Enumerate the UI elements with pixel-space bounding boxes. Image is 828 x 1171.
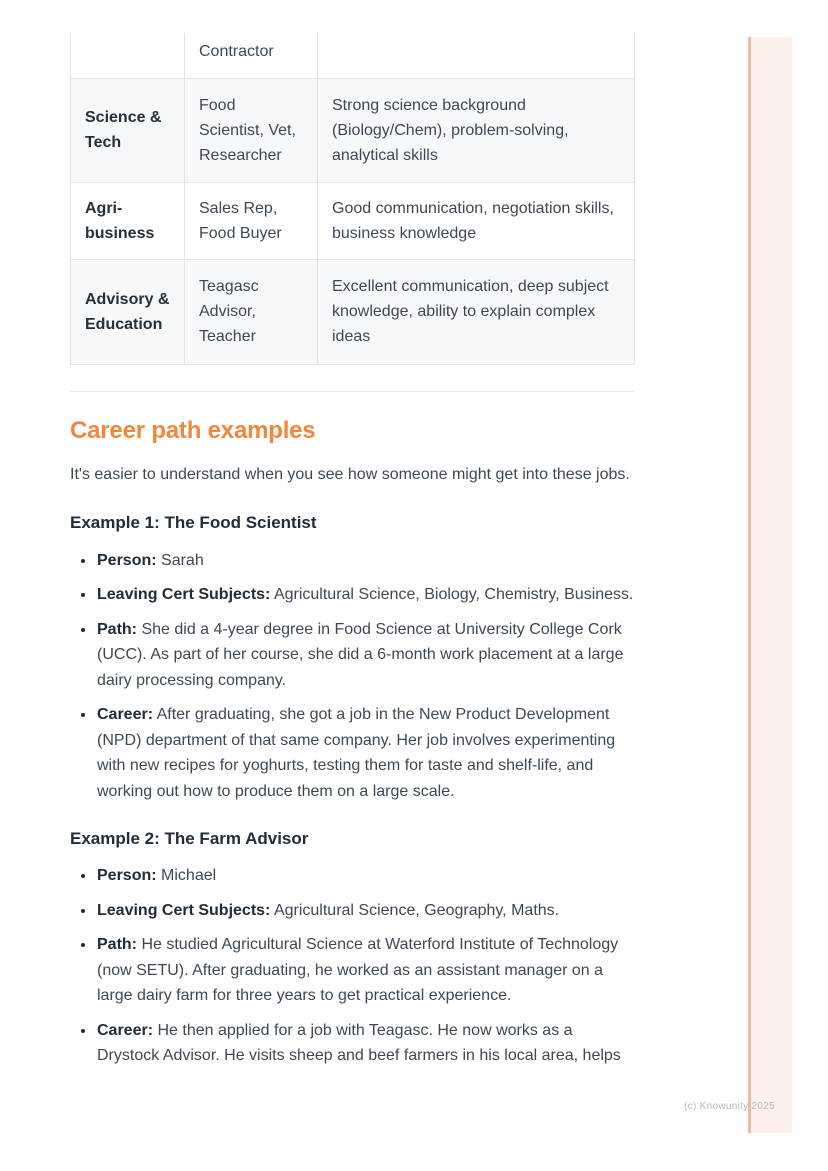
list-item xyxy=(96,548,634,574)
list-item xyxy=(96,1018,634,1069)
cell-skills: Strong science background (Biology/Chem), problem-solving, analytical skills xyxy=(318,78,635,182)
table-row-agri-business xyxy=(71,182,635,259)
cell-category: Advisory & Education xyxy=(71,259,185,364)
example-1-heading: Example 1: The Food Scientist xyxy=(70,513,317,533)
bullet-text: Sarah xyxy=(161,551,204,569)
cell-skills: Excellent communication, deep subject knowledge, ability to explain complex ideas xyxy=(318,259,635,364)
list-item xyxy=(96,863,634,889)
table-row-science-tech xyxy=(71,78,635,182)
cell-jobs: Contractor xyxy=(185,33,318,78)
bullet-label: Path: xyxy=(97,936,137,954)
bullet-text: He studied Agricultural Science at Waterford Institute of Technology (now SETU). After graduating, he worked as an assistant manager on a large dairy farm for three years to get practical experience. xyxy=(97,936,619,1005)
table-row-partial xyxy=(71,33,635,78)
cell-jobs: Food Scientist, Vet, Researcher xyxy=(185,78,318,182)
bullet-label: Leaving Cert Subjects: xyxy=(97,586,271,604)
list-item xyxy=(96,898,634,924)
bullet-label: Leaving Cert Subjects: xyxy=(97,901,271,919)
list-item xyxy=(96,617,634,694)
cell-skills xyxy=(318,33,635,78)
copyright-watermark: (c) Knowunity 2025 xyxy=(683,1101,775,1112)
example-2-heading: Example 2: The Farm Advisor xyxy=(70,829,309,849)
cell-skills: Good communication, negotiation skills, business knowledge xyxy=(318,182,635,259)
cell-jobs: Teagasc Advisor, Teacher xyxy=(185,259,318,364)
cell-category: Science & Tech xyxy=(71,78,185,182)
bullet-text: He then applied for a job with Teagasc. He now works as a Drystock Advisor. He visits sheep and beef farmers in his local area, helps xyxy=(97,1021,621,1065)
table-row-advisory-education xyxy=(71,259,635,364)
list-item xyxy=(96,932,634,1009)
bullet-label: Career: xyxy=(97,1021,154,1039)
bullet-text: She did a 4-year degree in Food Science at University College Cork (UCC). As part of her course, she did a 6-month work placement at a large dairy processing company. xyxy=(97,620,624,689)
cell-jobs: Sales Rep, Food Buyer xyxy=(185,182,318,259)
cell-category: Agri-business xyxy=(71,182,185,259)
section-divider xyxy=(70,391,634,392)
bullet-text: After graduating, she got a job in the New Product Development (NPD) department of that same company. Her job involves experimenting with new recipes for yoghurts, testing them for taste and shelf-life, and working out how to produce them on a large scale. xyxy=(97,706,616,800)
list-item xyxy=(96,702,634,804)
example-1-bullet-list xyxy=(70,548,634,805)
bullet-label: Path: xyxy=(97,620,137,638)
example-2-bullet-list xyxy=(70,863,634,1069)
cell-category xyxy=(71,33,185,78)
bullet-text: Agricultural Science, Biology, Chemistry, Business. xyxy=(273,586,634,604)
section-heading: Career path examples xyxy=(70,416,316,444)
bullet-label: Person: xyxy=(97,867,157,885)
bullet-label: Career: xyxy=(97,706,154,724)
page-content xyxy=(70,33,634,1078)
bullet-text: Agricultural Science, Geography, Maths. xyxy=(273,901,560,919)
list-item xyxy=(96,582,634,608)
career-table xyxy=(70,33,635,365)
bullet-text: Michael xyxy=(161,867,217,885)
bullet-label: Person: xyxy=(97,551,157,569)
page-edge-stripe xyxy=(748,37,792,1133)
intro-paragraph: It's easier to understand when you see how someone might get into these jobs. xyxy=(70,466,630,484)
